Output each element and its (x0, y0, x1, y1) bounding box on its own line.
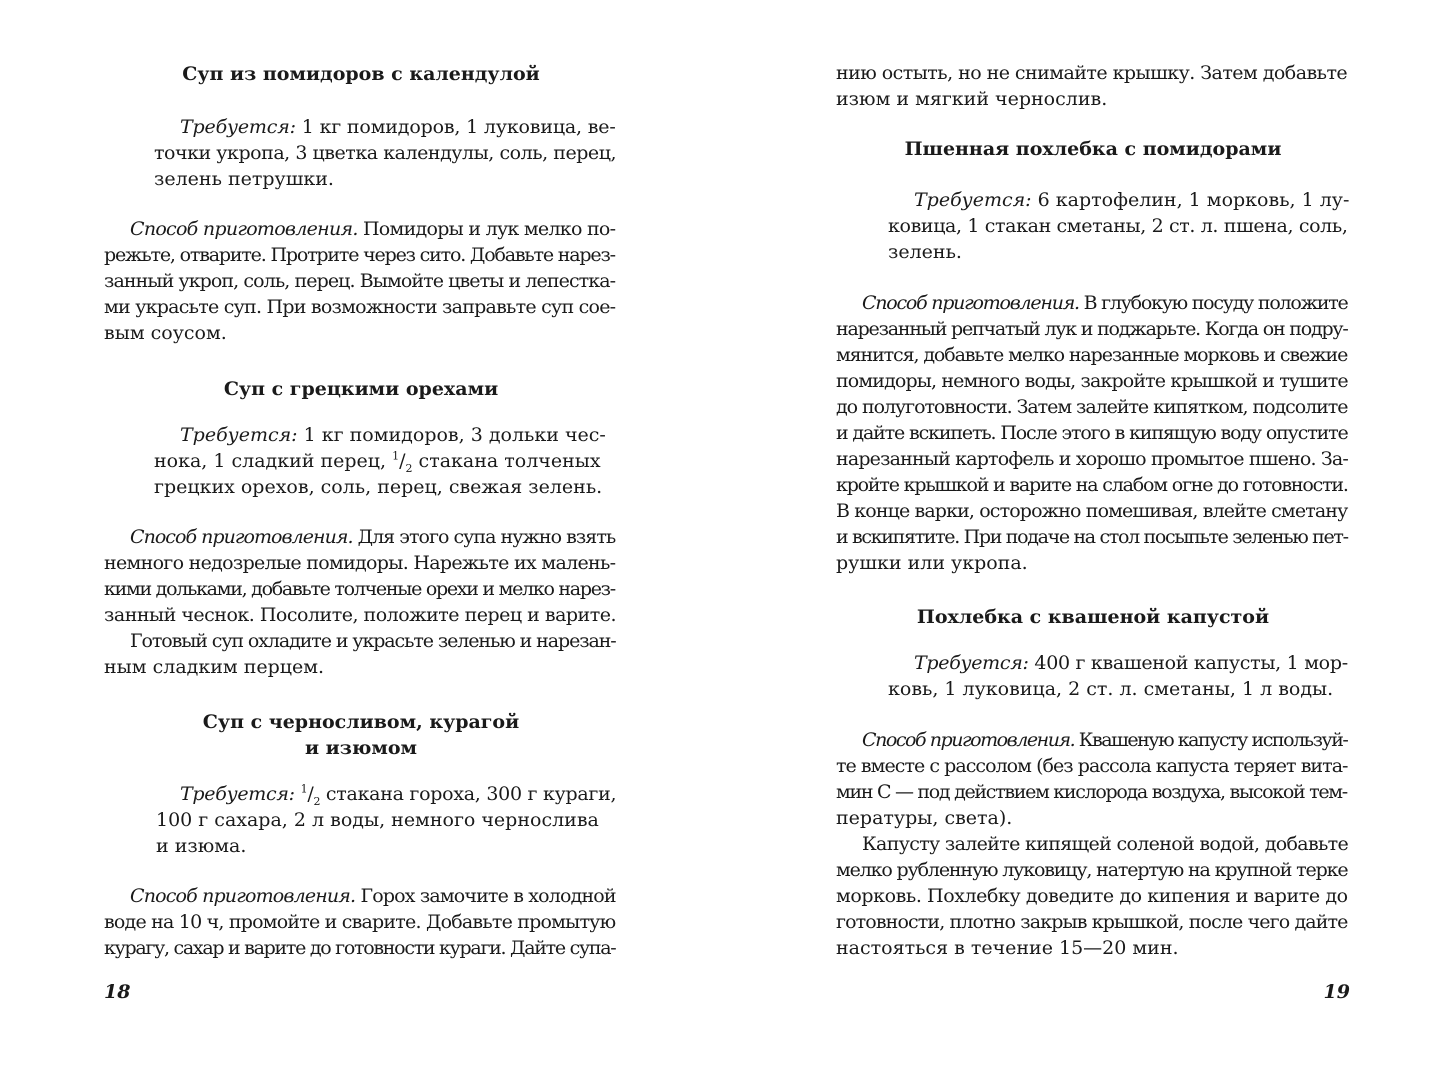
left-page (104, 0, 618, 1080)
recipe-title: Похлебка с квашеной капустой (916, 606, 1270, 628)
ingredients-line: Требуется: 400 г квашеной капусты, 1 мор- (914, 652, 1348, 674)
method-line: кройте крышкой и варите на слабом огне до готовности. (836, 474, 1348, 496)
recipe-title: Пшенная похлебка с помидорами (904, 138, 1282, 160)
method-line: и дайте вскипеть. После этого в кипящую воду опустите (836, 422, 1348, 444)
method-line: пературы, света). (836, 807, 1013, 829)
ingredients-line: Требуется: $^1/_2$ стакана гороха, 300 г кураги, (180, 782, 617, 808)
recipe-title: Суп с грецкими орехами (223, 378, 499, 400)
ingredients-line: точки укропа, 3 цветка календулы, соль, перец, (154, 142, 617, 164)
recipe-title: Суп с черносливом, курагой (202, 711, 520, 733)
method-line: немного недозрелые помидоры. Нарежьте их малень- (104, 552, 616, 574)
recipe-title: и изюмом (304, 737, 418, 759)
method-line: Капусту залейте кипящей соленой водой, добавьте (862, 833, 1349, 855)
method-line: В конце варки, осторожно помешивая, влейте сметану (836, 500, 1348, 522)
ingredients-line: Требуется: 1 кг помидоров, 1 луковица, ве- (180, 116, 616, 138)
method-line: вым соусом. (104, 322, 227, 344)
method-line: занный чеснок. Посолите, положите перец и варите. (104, 604, 617, 626)
method-line: мелко рубленную луковицу, натертую на крупной терке (836, 859, 1348, 881)
method-line: мянится, добавьте мелко нарезанные морковь и свежие (836, 344, 1348, 366)
ingredients-line: ковь, 1 луковица, 2 ст. л. сметаны, 1 л воды. (888, 678, 1334, 700)
ingredients-line: и изюма. (156, 835, 247, 857)
ingredients-line: зелень петрушки. (154, 168, 334, 190)
method-line: курагу, сахар и варите до готовности кураги. Дайте супа- (104, 937, 616, 959)
method-line: рушки или укропа. (836, 552, 1028, 574)
method-line: и вскипятите. При подаче на стол посыпьте зеленью пет- (836, 526, 1348, 548)
method-line: режьте, отварите. Протрите через сито. Добавьте нарез- (104, 244, 615, 266)
method-line: настояться в течение 15—20 мин. (836, 937, 1179, 959)
method-line: Способ приготовления. Помидоры и лук мелко по- (130, 218, 616, 240)
method-line: помидоры, немного воды, закройте крышкой и тушите (836, 370, 1348, 392)
method-line: нию остыть, но не снимайте крышку. Затем добавьте (836, 62, 1348, 84)
method-line: те вместе с рассолом (без рассола капуста теряет вита- (836, 755, 1348, 777)
method-line: нарезанный репчатый лук и поджарьте. Когда он подру- (836, 318, 1348, 340)
method-line: Готовый суп охладите и украсьте зеленью и нарезан- (130, 630, 616, 652)
method-line: нарезанный картофель и хорошо промытое пшено. За- (836, 448, 1348, 470)
ingredients-line: грецких орехов, соль, перец, свежая зелень. (154, 476, 603, 498)
method-line: Способ приготовления. В глубокую посуду положите (862, 292, 1348, 314)
ingredients-line: Требуется: 1 кг помидоров, 3 дольки чес- (180, 424, 606, 446)
page-number: 19 (1323, 981, 1350, 1003)
method-line: готовности, плотно закрыв крышкой, после чего дайте (836, 911, 1348, 933)
method-line: занный укроп, соль, перец. Вымойте цветы и лепестка- (104, 270, 616, 292)
page-number: 18 (104, 981, 131, 1003)
method-line: Способ приготовления. Горох замочите в холодной (130, 885, 616, 907)
method-line: до полуготовности. Затем залейте кипятком, подсолите (836, 396, 1348, 418)
method-line: Способ приготовления. Квашеную капусту используй- (862, 729, 1348, 751)
ingredients-line: зелень. (888, 241, 962, 263)
method-line: ным сладким перцем. (104, 656, 325, 678)
method-line: кими дольками, добавьте толченые орехи и мелко нарез- (104, 578, 615, 600)
ingredients-line: ковица, 1 стакан сметаны, 2 ст. л. пшена, соль, (888, 215, 1348, 237)
ingredients-line: Требуется: 6 картофелин, 1 морковь, 1 лу- (914, 189, 1350, 211)
method-line: мин С — под действием кислорода воздуха, высокой тем- (836, 781, 1347, 803)
method-line: изюм и мягкий чернослив. (836, 88, 1108, 110)
method-line: Способ приготовления. Для этого супа нужно взять (130, 526, 616, 548)
method-line: воде на 10 ч, промойте и сварите. Добавьте промытую (104, 911, 616, 933)
right-page (836, 0, 1350, 1080)
recipe-title: Суп из помидоров с календулой (182, 63, 540, 85)
ingredients-line: 100 г сахара, 2 л воды, немного чернослива (156, 809, 599, 831)
ingredients-line: нока, 1 сладкий перец, $^1/_2$ стакана толченых (154, 449, 601, 475)
method-line: морковь. Похлебку доведите до кипения и варите до (836, 885, 1348, 907)
method-line: ми украсьте суп. При возможности заправьте суп сое- (104, 296, 616, 318)
